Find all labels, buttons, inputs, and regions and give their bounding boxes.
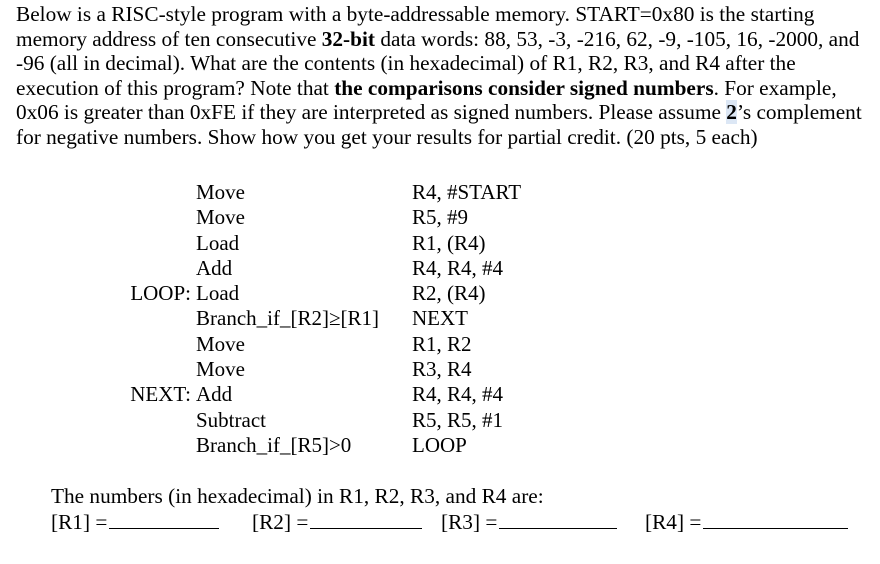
- r3-answer-blank[interactable]: [499, 509, 617, 529]
- r1-answer-blank[interactable]: [109, 509, 219, 529]
- r3-label: [R3] =: [441, 510, 498, 534]
- answer-row: [51, 509, 871, 535]
- code-line: [0, 408, 880, 433]
- code-label: NEXT:: [130, 382, 191, 407]
- code-line: [0, 281, 880, 306]
- problem-bold-word-size: 32-bit: [321, 26, 375, 51]
- problem-bold-signed: the comparisons consider signed numbers: [334, 75, 714, 100]
- r3-answer-field: [441, 509, 617, 534]
- problem-text-1: Below is a RISC-style program with a byte-addressable memory. START=0x80 is the starting memory address of ten consecutive: [16, 2, 815, 51]
- code-operands: R4, R4, #4: [412, 255, 504, 280]
- code-line: [0, 382, 880, 407]
- code-instruction: Add: [196, 255, 233, 280]
- code-instruction: Move: [196, 180, 245, 204]
- code-operands: R5, #9: [412, 205, 469, 230]
- code-instruction: Branch_if_[R5]>0: [196, 432, 352, 457]
- code-operands: R5, R5, #1: [412, 407, 504, 432]
- r4-answer-blank[interactable]: [703, 509, 848, 529]
- r2-answer-blank[interactable]: [310, 509, 422, 529]
- code-operands: R3, R4: [412, 357, 472, 382]
- r2-label: [R2] =: [252, 510, 309, 534]
- r1-label: [R1] =: [51, 510, 108, 534]
- code-operands: R4, #START: [412, 180, 522, 204]
- code-line: [0, 306, 880, 331]
- code-line: [0, 357, 880, 382]
- problem-statement: [16, 2, 872, 150]
- code-operands: R1, R2: [412, 331, 472, 356]
- problem-bold-two: 2: [726, 100, 737, 125]
- code-line: [0, 433, 880, 458]
- code-line: [0, 231, 880, 256]
- code-instruction: Load: [196, 281, 240, 306]
- r4-answer-field: [645, 509, 848, 534]
- code-instruction: Move: [196, 357, 245, 382]
- r4-label: [R4] =: [645, 510, 702, 534]
- code-line: [0, 180, 880, 205]
- answer-heading: The numbers (in hexadecimal) in R1, R2, R3, and R4 are:: [51, 484, 544, 508]
- problem-text-3: . For example, 0x06 is greater than 0xFE if they are interpreted as signed numbers. Please assume: [16, 75, 837, 125]
- code-line: [0, 332, 880, 357]
- code-operands: R2, (R4): [412, 281, 486, 306]
- code-instruction: Move: [196, 205, 245, 230]
- code-operands: R4, R4, #4: [412, 382, 504, 407]
- program-listing: [0, 180, 880, 458]
- code-instruction: Add: [196, 382, 233, 407]
- code-instruction: Branch_if_[R2]≥[R1]: [196, 306, 379, 331]
- code-operands: NEXT: [412, 306, 468, 331]
- code-instruction: Move: [196, 331, 245, 356]
- code-line: [0, 205, 880, 230]
- code-operands: LOOP: [412, 432, 467, 457]
- code-label: LOOP:: [130, 281, 191, 306]
- code-operands: R1, (R4): [412, 230, 486, 255]
- code-instruction: Load: [196, 230, 240, 255]
- r1-answer-field: [51, 509, 219, 534]
- problem-text-4: ’s complement for negative numbers. Show how you get your results for partial credit. (20 pts, 5 each): [16, 100, 862, 149]
- code-line: [0, 256, 880, 281]
- problem-text-2: data words: 88, 53, -3, -216, 62, -9, -105, 16, -2000, and -96 (all in decimal). What are the contents (in hexadecimal) of R1, R2, R3, and R4 after the execution of this program? Note that: [16, 26, 860, 100]
- code-instruction: Subtract: [196, 407, 266, 432]
- r2-answer-field: [252, 509, 422, 534]
